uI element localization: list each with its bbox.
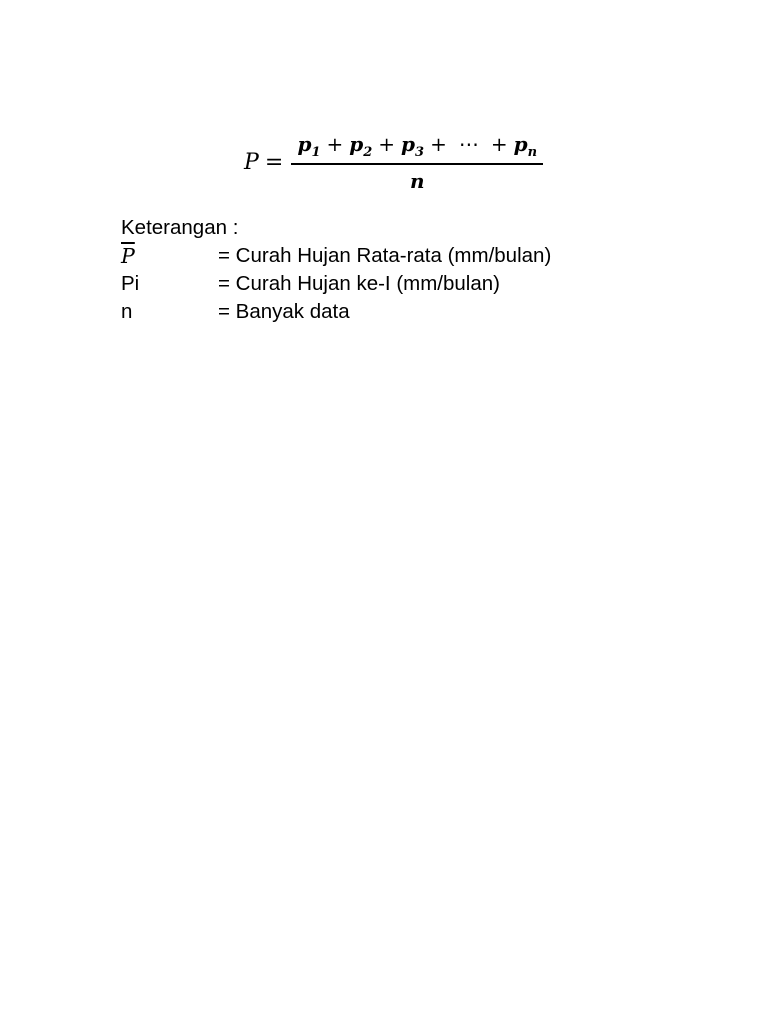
numerator-plus-1: + bbox=[326, 132, 344, 156]
term-n-base: p bbox=[513, 132, 528, 156]
legend-description: = Curah Hujan Rata-rata (mm/bulan) bbox=[218, 244, 552, 267]
numerator-term-1 bbox=[297, 132, 320, 160]
term-3-base: p bbox=[401, 132, 416, 156]
numerator-ellipsis: ⋯ bbox=[458, 132, 479, 156]
term-2-base: p bbox=[349, 132, 364, 156]
formula-lhs: P bbox=[244, 149, 259, 175]
formula-numerator bbox=[295, 132, 539, 163]
term-1-subscript: 1 bbox=[311, 145, 321, 160]
legend-description: = Banyak data bbox=[218, 300, 350, 323]
formula-equals: = bbox=[264, 149, 284, 175]
term-2-subscript: 2 bbox=[363, 145, 373, 160]
term-1-base: p bbox=[297, 132, 312, 156]
legend bbox=[121, 214, 551, 326]
legend-row bbox=[121, 270, 551, 298]
numerator-plus-3: + bbox=[430, 132, 447, 156]
mean-rainfall-formula bbox=[244, 132, 543, 193]
legend-symbol: n bbox=[121, 300, 133, 323]
legend-row bbox=[121, 242, 551, 270]
legend-heading-text: Keterangan : bbox=[121, 216, 239, 239]
term-n-subscript: n bbox=[527, 145, 538, 160]
legend-description: = Curah Hujan ke-I (mm/bulan) bbox=[218, 272, 500, 295]
numerator-plus-2: + bbox=[378, 132, 396, 156]
legend-symbol: Pi bbox=[121, 272, 140, 295]
legend-row bbox=[121, 298, 551, 326]
numerator-plus-4: + bbox=[490, 132, 508, 156]
numerator-term-2 bbox=[349, 132, 372, 160]
numerator-term-3 bbox=[401, 132, 424, 160]
formula-denominator: n bbox=[409, 168, 425, 193]
term-3-subscript: 3 bbox=[415, 145, 425, 160]
legend-symbol: $\overline{P}$ bbox=[121, 244, 135, 268]
numerator-term-n bbox=[514, 132, 537, 160]
formula-fraction bbox=[291, 132, 543, 193]
legend-heading bbox=[121, 214, 551, 242]
